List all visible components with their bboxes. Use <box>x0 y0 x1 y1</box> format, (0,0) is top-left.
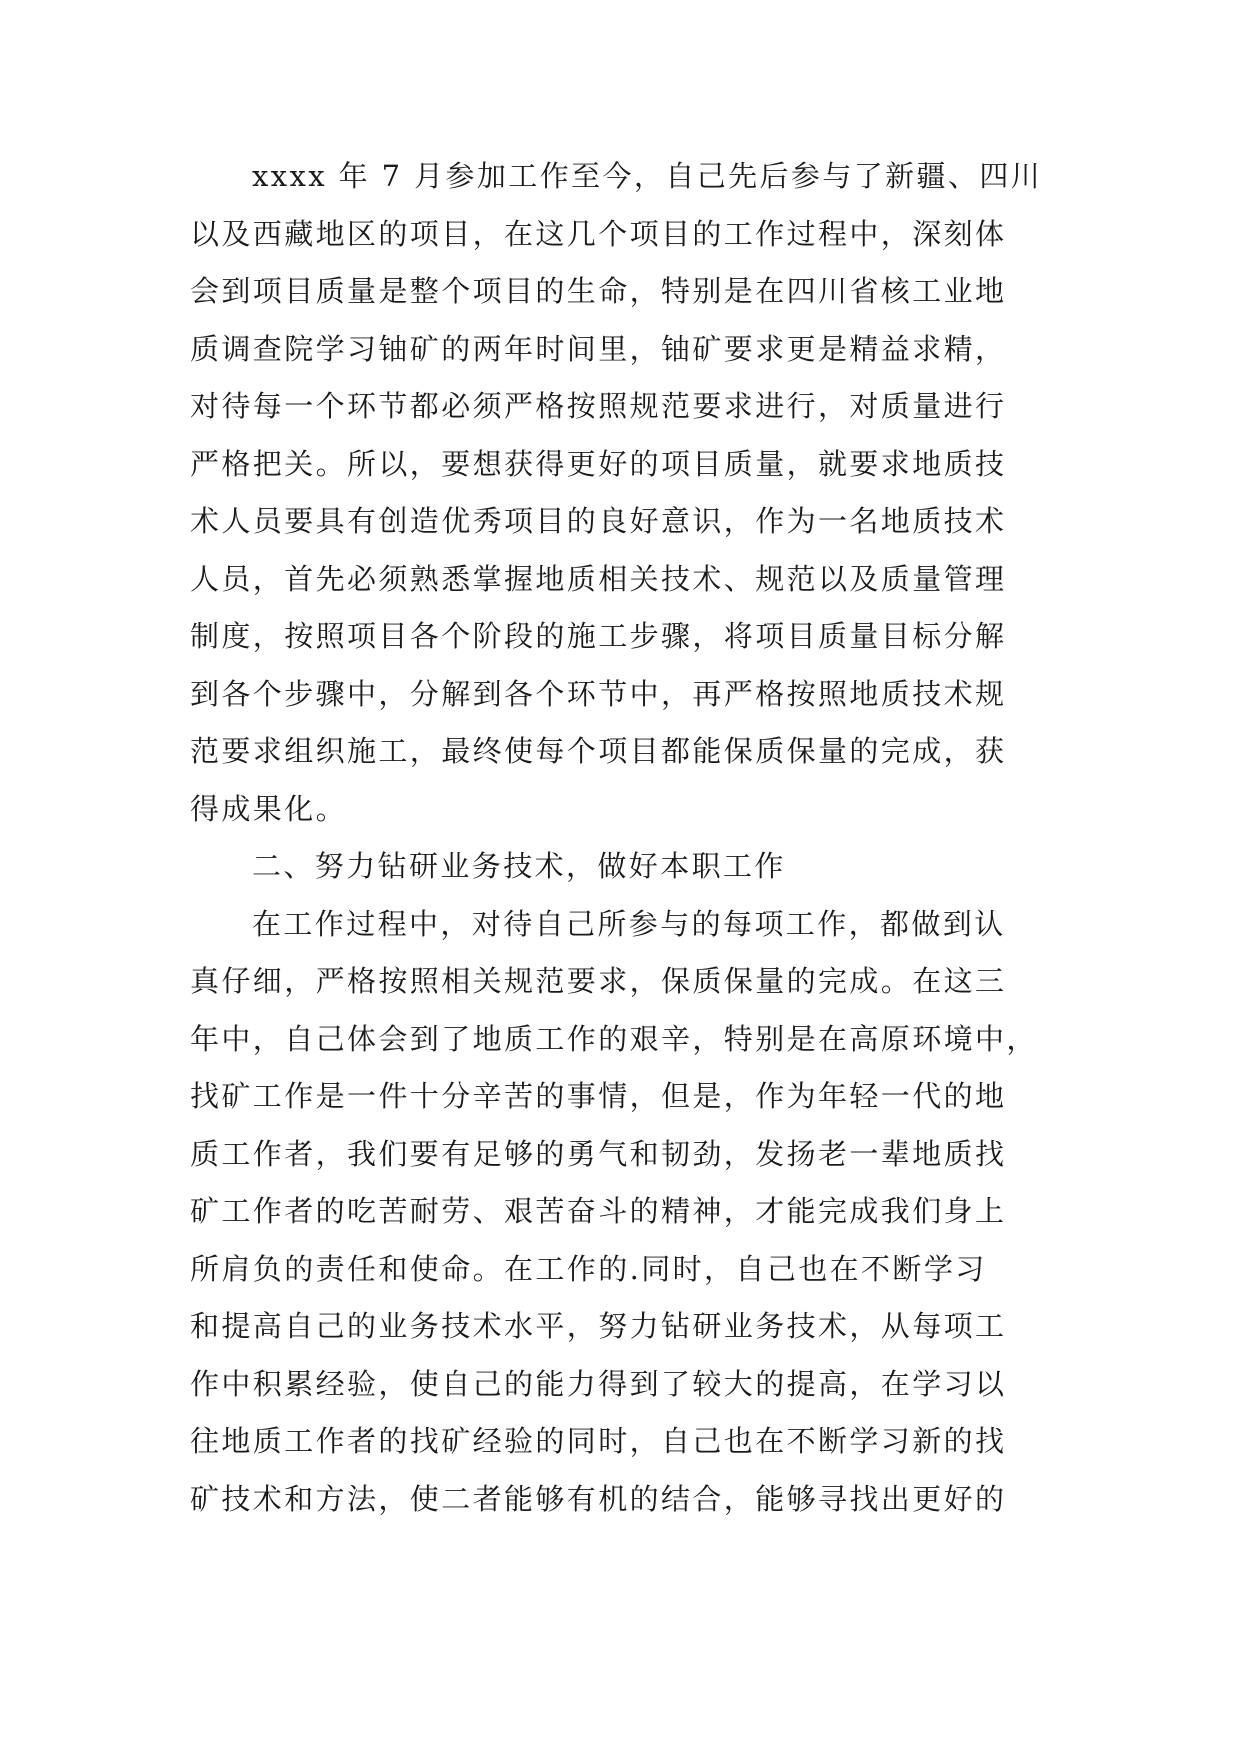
paragraph-line: 会到项目质量是整个项目的生命，特别是在四川省核工业地 <box>190 274 1007 308</box>
paragraph-line: 年中，自己体会到了地质工作的艰辛，特别是在高原环境中， <box>190 1021 1038 1056</box>
paragraph-line: 质调查院学习铀矿的两年时间里，铀矿要求更是精益求精， <box>190 331 1007 366</box>
paragraph-line: 作中积累经验，使自己的能力得到了较大的提高，在学习以 <box>190 1366 1007 1401</box>
paragraph-line: 质工作者，我们要有足够的勇气和韧劲，发扬老一辈地质找 <box>190 1136 1007 1171</box>
paragraph-line: 真仔细，严格按照相关规范要求，保质保量的完成。在这三 <box>190 964 1007 998</box>
paragraph-line: 和提高自己的业务技术水平，努力钻研业务技术，从每项工 <box>190 1309 1007 1343</box>
paragraph-line: 在工作过程中，对待自己所参与的每项工作，都做到认 <box>252 906 1006 941</box>
paragraph-line: 术人员要具有创造优秀项目的良好意识，作为一名地质技术 <box>190 504 1007 538</box>
paragraph-line: 到各个步骤中，分解到各个环节中，再严格按照地质技术规 <box>190 676 1007 711</box>
paragraph-line: xxxx 年 7 月参加工作至今，自己先后参与了新疆、四川 <box>252 159 1043 193</box>
paragraph-line: 范要求组织施工，最终使每个项目都能保质保量的完成，获 <box>190 734 1007 768</box>
paragraph-line: 以及西藏地区的项目，在这几个项目的工作过程中，深刻体 <box>190 216 1007 251</box>
paragraph-line: 对待每一个环节都必须严格按照规范要求进行，对质量进行 <box>190 389 1007 423</box>
document-body <box>190 148 1065 1528</box>
paragraph-line: 严格把关。所以，要想获得更好的项目质量，就要求地质技 <box>190 446 1007 481</box>
paragraph-line: 往地质工作者的找矿经验的同时，自己也在不断学习新的找 <box>190 1424 1007 1458</box>
paragraph-line: 所肩负的责任和使命。在工作的.同时，自己也在不断学习 <box>190 1251 987 1286</box>
paragraph-line: 矿技术和方法，使二者能够有机的结合，能够寻找出更好的 <box>190 1481 1007 1516</box>
paragraph-line: 人员，首先必须熟悉掌握地质相关技术、规范以及质量管理 <box>190 561 1007 596</box>
section-heading: 二、努力钻研业务技术，做好本职工作 <box>252 849 786 883</box>
paragraph-line: 制度，按照项目各个阶段的施工步骤，将项目质量目标分解 <box>190 619 1007 653</box>
paragraph-line: 找矿工作是一件十分辛苦的事情，但是，作为年轻一代的地 <box>190 1079 1007 1113</box>
paragraph-line: 矿工作者的吃苦耐劳、艰苦奋斗的精神，才能完成我们身上 <box>190 1194 1007 1228</box>
paragraph-line: 得成果化。 <box>190 791 348 826</box>
